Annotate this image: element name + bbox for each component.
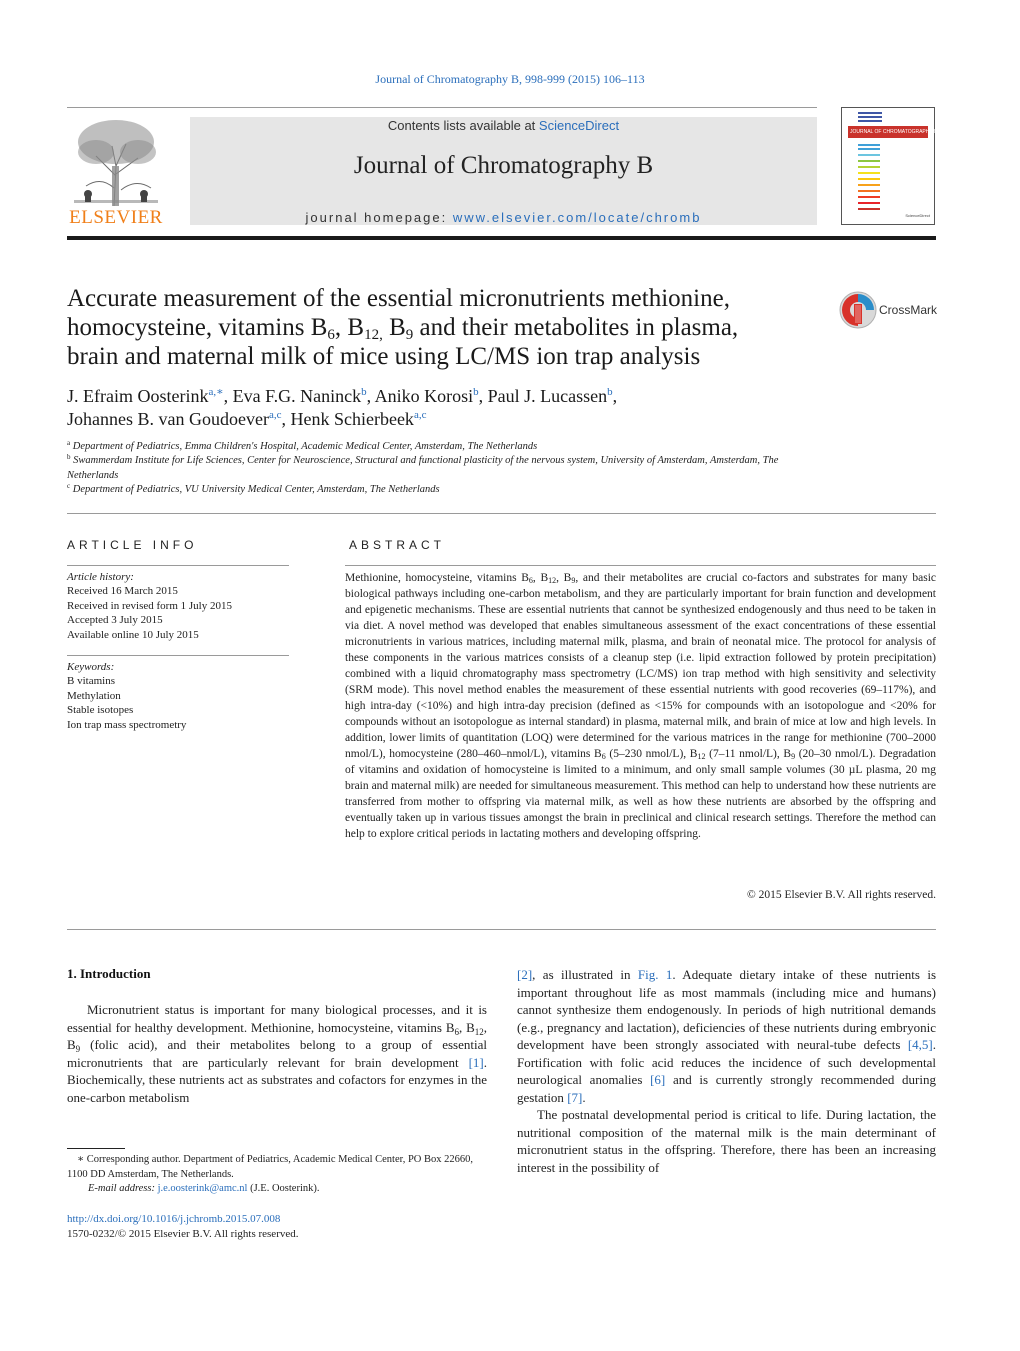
affiliation-text: Department of Pediatrics, VU University Medical Center, Amsterdam, The Netherlands xyxy=(72,484,440,495)
title-line-2 xyxy=(67,313,807,342)
author-separator: , xyxy=(478,386,488,406)
title-text: homocysteine, vitamins B xyxy=(67,314,328,341)
body-segment: , B xyxy=(459,1019,475,1035)
keyword-item: Stable isotopes xyxy=(67,704,134,717)
body-subscript: 6 xyxy=(454,1026,459,1037)
keywords-rule xyxy=(67,655,289,656)
doi-link[interactable]: http://dx.doi.org/10.1016/j.jchromb.2015.07.008 xyxy=(67,1213,281,1225)
history-accepted: Accepted 3 July 2015 xyxy=(67,614,163,627)
journal-homepage xyxy=(190,210,817,225)
footnote-rule xyxy=(67,1148,125,1149)
intro-right-column xyxy=(517,966,936,1176)
author-name[interactable]: Aniko Korosi xyxy=(374,386,474,406)
introduction-heading: 1. Introduction xyxy=(67,966,151,981)
affiliation-rule xyxy=(67,513,936,514)
author-name[interactable]: Johannes B. van Goudoever xyxy=(67,409,269,429)
author-affiliation-mark[interactable]: a,∗ xyxy=(208,386,224,398)
abstract-segment: , B xyxy=(556,572,572,584)
author-name[interactable]: Henk Schierbeek xyxy=(290,409,414,429)
article-info-heading: ARTICLE INFO xyxy=(67,538,198,552)
sciencedirect-link[interactable]: ScienceDirect xyxy=(538,118,620,133)
crossmark-label[interactable]: CrossMark xyxy=(879,303,938,317)
title-line-1: Accurate measurement of the essential micronutrients methionine, xyxy=(67,285,730,312)
reference-link[interactable]: [1] xyxy=(468,1054,484,1070)
header-rule xyxy=(67,107,817,108)
author-affiliation-mark[interactable]: b xyxy=(361,386,367,398)
body-segment: . Adequate dietary intake of these nutrients is important throughout life as most mammals (including mice and humans) cannot synthesize them endogenously. In periods of high nutritional demands (e.g., pregnancy and lactation), deficiencies of these nutrients during embryonic development have been strongly associated with neural-tube defects xyxy=(517,967,937,1052)
keyword-item: Ion trap mass spectrometry xyxy=(67,718,187,731)
reference-link[interactable]: [4,5] xyxy=(907,1037,933,1052)
abstract-subscript: 9 xyxy=(791,752,796,761)
reference-link[interactable]: [7] xyxy=(567,1089,583,1105)
header-thick-rule xyxy=(67,236,936,240)
reference-link[interactable]: [2] xyxy=(517,967,533,982)
email-link[interactable]: j.e.oosterink@amc.nl xyxy=(157,1183,248,1194)
cover-publisher: ScienceDirect xyxy=(905,213,930,218)
article-title xyxy=(67,284,807,371)
journal-title: Journal of Chromatography B xyxy=(353,152,654,179)
history-label: Article history: xyxy=(67,571,134,583)
cover-title: JOURNAL OF CHROMATOGRAPHY B xyxy=(848,126,928,138)
abstract-heading: ABSTRACT xyxy=(349,538,446,552)
body-segment: Micronutrient status is important for many biological processes, and it is essential for healthy development. Methionine, homocysteine, vitamins B xyxy=(67,1002,487,1035)
affiliation-c xyxy=(67,483,827,498)
journal-cover-thumbnail[interactable] xyxy=(841,107,938,225)
body-segment: , as illustrated in xyxy=(532,967,638,982)
email-label: E-mail address: xyxy=(88,1183,158,1194)
abstract-text xyxy=(345,570,936,842)
abstract-subscript: 6 xyxy=(601,752,606,761)
keywords-label: Keywords: xyxy=(67,661,115,673)
author-name[interactable]: Paul J. Lucassen xyxy=(487,386,608,406)
keyword-item: Methylation xyxy=(67,689,121,702)
reference-link[interactable]: [6] xyxy=(650,1072,666,1087)
title-subscript: 12, xyxy=(364,327,383,343)
issn-line: 1570-0232/© 2015 Elsevier B.V. All rights reserved. xyxy=(67,1228,299,1240)
abstract-segment: (5–230 nmol/L), B xyxy=(605,748,698,760)
body-segment: . xyxy=(582,1089,586,1105)
crossmark-icon[interactable] xyxy=(838,290,878,330)
elsevier-tree-logo xyxy=(66,116,166,208)
keyword-item: B vitamins xyxy=(67,675,115,688)
abstract-rule xyxy=(345,565,936,566)
author-separator: , xyxy=(223,386,233,406)
body-segment: (folic acid), and their metabolites belong to a group of essential micronutrients that are particularly relevant for brain development xyxy=(67,1037,487,1070)
abstract-segment: , B xyxy=(532,572,549,584)
corresponding-author-note: ∗ Corresponding author. Department of Pediatrics, Academic Medical Center, PO Box 22660, 1100 DD Amsterdam, The Netherlands. xyxy=(67,1154,474,1180)
abstract-subscript: 6 xyxy=(528,576,533,585)
body-segment: . Biochemically, these nutrients act as substrates and cofactors for enzymes in the one-carbon metabolism xyxy=(67,1054,487,1105)
abstract-segment: , and their metabolites are crucial co-factors and substrates for many basic biological pathways including one-carbon metabolism, and they are particularly important for brain function and development and epigenetic mechanisms. These are essential nutrients that cannot be synthesized endogenously and thus need to be taken in via diet. A novel method was developed that enables simultaneous assessment of the exact concentrations of these essential micronutrients in various matrices, including maternal milk, plasma, and brain of neonatal mice. The protocol for analysis of these components in the various matrices consists of a cleanup step (i.e. lipid extraction followed by protein precipitation) combined with a liquid chromatography mass spectrometry (LC/MS) ion trap method with high sensitivity and selectivity (SRM mode). This novel method enables the measurement of these essential nutrients with good recoveries (69–117%), and high intra-day (<10%) and high intra-day precision (defined as <15% for compounds with an isotopologue and <20% for compounds without an isotopologue as internal standard) in plasma, maternal milk, and brain of mice at low and high levels. In addition, lower limits of quantitation (LOQ) were determined for the various matrices in the range for methionine (700–2000 nmol/L), homocysteine (280–460–nmol/L), vitamins B xyxy=(345,572,937,760)
body-subscript: 9 xyxy=(75,1044,81,1054)
elsevier-wordmark[interactable]: ELSEVIER xyxy=(69,207,163,228)
author-name[interactable]: Eva F.G. Naninck xyxy=(232,386,362,406)
affiliation-a xyxy=(67,440,827,455)
email-note xyxy=(67,1182,508,1197)
author-separator: , xyxy=(612,386,618,406)
abstract-segment: (7–11 nmol/L), B xyxy=(705,748,792,760)
abstract-subscript: 9 xyxy=(571,576,576,585)
intro-left-column xyxy=(67,1001,487,1106)
abstract-subscript: 12 xyxy=(548,576,557,585)
history-received: Received 16 March 2015 xyxy=(67,585,178,598)
abstract-copyright: © 2015 Elsevier B.V. All rights reserved. xyxy=(747,889,936,901)
title-text: B xyxy=(382,314,406,341)
body-segment: . Fortification with folic acid reduces the incidence of such developmental neurological anomalies xyxy=(517,1037,936,1087)
body-subscript: 12 xyxy=(474,1026,484,1037)
title-subscript: 6 xyxy=(327,327,335,343)
affiliation-mark: c xyxy=(67,482,71,490)
affiliation-mark: a xyxy=(67,439,71,447)
author-list xyxy=(67,385,887,431)
body-segment: , B xyxy=(67,1019,488,1052)
article-info-rule xyxy=(67,565,289,566)
title-text: , B xyxy=(334,314,365,341)
homepage-link[interactable]: www.elsevier.com/locate/chromb xyxy=(452,210,702,225)
homepage-prefix: journal homepage: xyxy=(305,210,453,225)
intro-right-paragraph-1 xyxy=(517,966,936,1106)
keywords xyxy=(67,660,289,732)
doi-block xyxy=(67,1212,299,1242)
intro-right-paragraph-2: The postnatal developmental period is critical to life. During lactation, the nutritional composition of the maternal milk is the main determinant of micronutrient status in the offspring. Therefore, there has been an increasing interest in the possibility of xyxy=(517,1107,936,1175)
author-separator: , xyxy=(281,409,291,429)
abstract-segment: (20–30 nmol/L). Degradation of vitamins and oxidation of homocysteine is limited to a minimum, and only small sample volumes (30 µL plasma, 20 mg brain and maternal milk) are needed for simultaneous measurement. This method can help to understand how these nutrients are transferred from mother to offspring via maternal milk, as well as how these nutrients are absorbed by the offspring and eventually taken up in various tissues amongst the brain in preclinical and clinical research settings. Therefore the method can help to explore critical periods in lactating mothers and developing offspring. xyxy=(345,748,937,840)
email-suffix: (J.E. Oosterink). xyxy=(247,1183,320,1194)
figure-link[interactable]: Fig. 1 xyxy=(637,967,673,982)
author-affiliation-mark[interactable]: b xyxy=(607,386,613,398)
history-revised: Received in revised form 1 July 2015 xyxy=(67,599,232,612)
author-affiliation-mark[interactable]: b xyxy=(473,386,479,398)
article-history xyxy=(67,570,289,642)
history-online: Available online 10 July 2015 xyxy=(67,628,199,641)
contents-prefix: Contents lists available at xyxy=(387,118,539,133)
abstract-subscript: 12 xyxy=(697,752,706,761)
affiliation-text: Swammerdam Institute for Life Sciences, Center for Neuroscience, Structural and functional plasticity of the nervous system, University of Amsterdam, Amsterdam, The Netherlands xyxy=(67,455,779,481)
title-text: and their metabolites in plasma, xyxy=(413,314,739,341)
affiliation-b xyxy=(67,454,827,483)
affiliation-mark: b xyxy=(67,453,71,461)
contents-line xyxy=(190,118,817,133)
title-subscript: 9 xyxy=(405,327,414,343)
title-line-3: brain and maternal milk of mice using LC/MS ion trap analysis xyxy=(67,343,701,370)
body-segment: and is currently strongly recommended during gestation xyxy=(517,1072,936,1105)
abstract-bottom-rule xyxy=(67,929,936,930)
affiliation-text: Department of Pediatrics, Emma Children's Hospital, Academic Medical Center, Amsterdam, The Netherlands xyxy=(72,441,538,452)
author-affiliation-mark[interactable]: a,c xyxy=(413,409,427,421)
author-name[interactable]: J. Efraim Oosterink xyxy=(67,386,209,406)
author-separator: , xyxy=(366,386,375,406)
journal-citation[interactable]: Journal of Chromatography B, 998-999 (2015) 106–113 xyxy=(375,72,645,86)
abstract-segment: Methionine, homocysteine, vitamins B xyxy=(345,572,529,584)
author-affiliation-mark[interactable]: a,c xyxy=(268,409,282,421)
